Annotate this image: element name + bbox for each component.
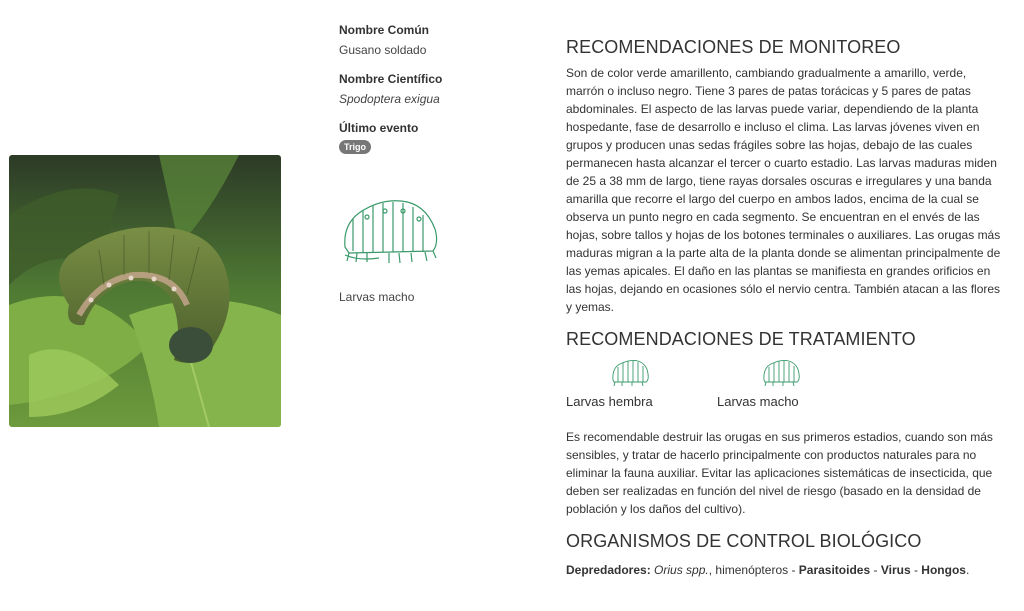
common-name-value: Gusano soldado: [339, 43, 427, 57]
fungi-label: Hongos: [921, 563, 966, 577]
larva-icon: [761, 358, 801, 388]
pest-photo: [9, 155, 281, 427]
biocontrol-separator: -: [910, 563, 922, 577]
biocontrol-separator: , himenópteros -: [708, 563, 799, 577]
virus-label: Virus: [880, 563, 911, 577]
treatment-title: RECOMENDACIONES DE TRATAMIENTO: [566, 329, 916, 349]
pest-info-panel: [339, 22, 539, 304]
monitoring-title: RECOMENDACIONES DE MONITOREO: [566, 37, 901, 57]
predators-label: Depredadores:: [566, 563, 651, 577]
parasitoids-label: Parasitoides: [798, 563, 871, 577]
larva-icon: [339, 195, 441, 271]
treatment-stage-female-label: Larvas hembra: [566, 394, 653, 409]
treatment-stage-male-label: Larvas macho: [717, 394, 799, 409]
recommendations-panel: [566, 36, 1002, 578]
last-event-badge[interactable]: Trigo: [339, 140, 371, 154]
treatment-stages: [566, 354, 1002, 422]
biocontrol-end: .: [965, 563, 970, 577]
scientific-name-value: Spodoptera exigua: [339, 92, 440, 106]
biocontrol-title: ORGANISMOS DE CONTROL BIOLÓGICO: [566, 531, 922, 551]
scientific-name-label: Nombre Científico: [339, 72, 443, 86]
larva-icon: [610, 358, 650, 388]
common-name-label: Nombre Común: [339, 23, 429, 37]
biocontrol-separator: -: [870, 563, 881, 577]
biocontrol-line: [566, 562, 1002, 578]
last-event-label: Último evento: [339, 121, 419, 135]
larva-stage-caption: Larvas macho: [339, 290, 415, 304]
monitoring-text: Son de color verde amarillento, cambiando gradualmente a amarillo, verde, marrón o incluso negro. Tiene 3 pares de patas torácicas y 5 pares de patas abdominales. El aspecto de las larvas puede variar, dependiendo de la planta hospedante, fase de desarrollo e incluso el clima. Las larvas jóvenes viven en grupos y producen unas sedas frágiles sobre las hojas, debajo de las cuales permanecen hasta alcanzar el tercer o cuarto estadio. Las larvas maduras miden de 25 a 38 mm de largo, tiene rayas dorsales oscuras e irregulares y una banda amarilla que recorre el largo del cuerpo en ambos lados, encima de la cual se observa un punto negro en cada segmento. Se encuentran en el envés de las hojas, sobre tallos y hojas de los botones terminales o auxiliares. Las orugas más maduras migran a la parte alta de la planta donde se alimentan principalmente de las yemas apicales. El daño en las plantas se manifiesta en grandes orificios en las hojas, dejando en ocasiones sólo el nervio centra. También atacan a las flores y yemas.: [566, 66, 1001, 314]
treatment-text: Es recomendable destruir las orugas en sus primeros estadios, cuando son más sensibles, y tratar de hacerlo principalmente con productos naturales para no eliminar la fauna auxiliar. Evitar las aplicaciones sistemáticas de insecticida, que deben ser realizadas en función del nivel de riesgo (basado en la densidad de población y los daños del cultivo).: [566, 430, 993, 516]
predator-genus: Orius spp.: [654, 563, 709, 577]
